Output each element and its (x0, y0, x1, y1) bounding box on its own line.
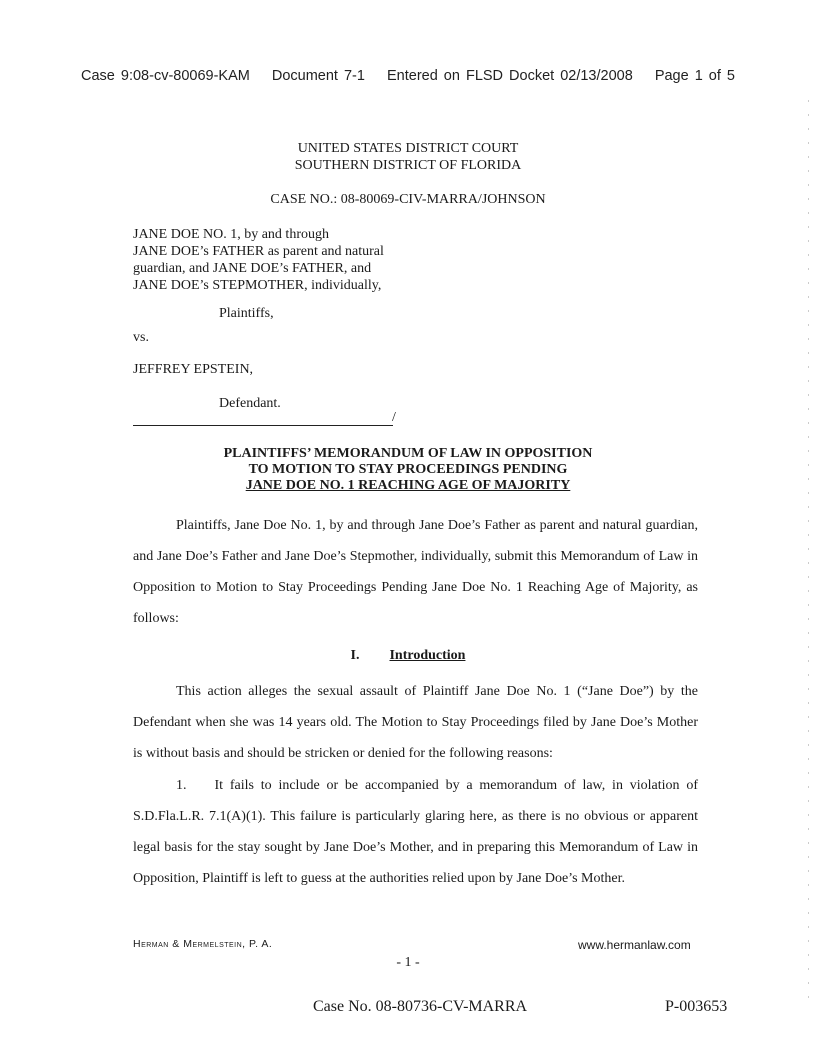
case-caption (133, 226, 384, 294)
title-line-1: PLAINTIFFS’ MEMORANDUM OF LAW IN OPPOSITION (223, 446, 593, 461)
section-heading (0, 648, 816, 664)
plaintiffs-label: Plaintiffs, (219, 306, 274, 321)
plaintiff-line-2: JANE DOE’s FATHER as parent and natural (133, 244, 384, 259)
title-line-3: JANE DOE NO. 1 REACHING AGE OF MAJORITY (245, 478, 571, 493)
court-heading (0, 140, 816, 174)
footer-firm: Herman & Mermelstein, P. A. (133, 938, 273, 950)
bottom-case-number: Case No. 08-80736-CV-MARRA (313, 998, 528, 1015)
plaintiff-line-4: JANE DOE’s STEPMOTHER, individually, (133, 278, 382, 293)
paragraph-2: This action alleges the sexual assault of Plaintiff Jane Doe No. 1 (“Jane Doe”) by the Defendant when she was 14 years old. The Motion to Stay Proceedings filed by Jane Doe’s Mother is without basis and should be stricken or denied for the following reasons: (133, 684, 698, 761)
section-title: Introduction (389, 648, 466, 663)
caption-slash: / (392, 410, 396, 425)
page-number: - 1 - (396, 955, 420, 970)
bates-number: P-003653 (665, 998, 728, 1015)
case-number: CASE NO.: 08-80069-CIV-MARRA/JOHNSON (270, 192, 546, 207)
section-number: I. (350, 648, 360, 663)
plaintiff-line-3: guardian, and JANE DOE’s FATHER, and (133, 261, 372, 276)
memorandum-title (0, 446, 816, 494)
versus: vs. (133, 330, 149, 345)
caption-rule (133, 425, 393, 426)
title-line-2: TO MOTION TO STAY PROCEEDINGS PENDING (248, 462, 568, 477)
stamp-case: Case 9:08-cv-80069-KAM (81, 68, 250, 84)
footer-url: www.hermanlaw.com (578, 938, 691, 952)
court-line-1: UNITED STATES DISTRICT COURT (297, 141, 519, 156)
court-line-2: SOUTHERN DISTRICT OF FLORIDA (294, 158, 522, 173)
stamp-document: Document 7-1 (271, 68, 365, 84)
intro-paragraph: Plaintiffs, Jane Doe No. 1, by and through Jane Doe’s Father as parent and natural guardian, and Jane Doe’s Father and Jane Doe’s Stepmother, individually, submit this Memorandum of Law in Opposition to Motion to Stay Proceedings Pending Jane Doe No. 1 Reaching Age of Majority, as follows: (133, 518, 698, 626)
docket-stamp (0, 68, 816, 84)
list-item-1: 1. It fails to include or be accompanied by a memorandum of law, in violation of S.D.Fla.L.R. 7.1(A)(1). This failure is particularly glaring here, as there is no obvious or apparent legal basis for the stay sought by Jane Doe’s Mother, and in preparing this Memorandum of Law in Opposition, Plaintiff is left to guess at the authorities relied upon by Jane Doe’s Mother. (133, 778, 698, 886)
scan-edge-mark (808, 100, 809, 1000)
defendant-name: JEFFREY EPSTEIN, (133, 362, 254, 377)
plaintiff-line-1: JANE DOE NO. 1, by and through (133, 227, 329, 242)
defendant-label: Defendant. (219, 396, 281, 411)
stamp-page: Page 1 of 5 (654, 68, 735, 84)
stamp-entered: Entered on FLSD Docket 02/13/2008 (386, 68, 633, 84)
